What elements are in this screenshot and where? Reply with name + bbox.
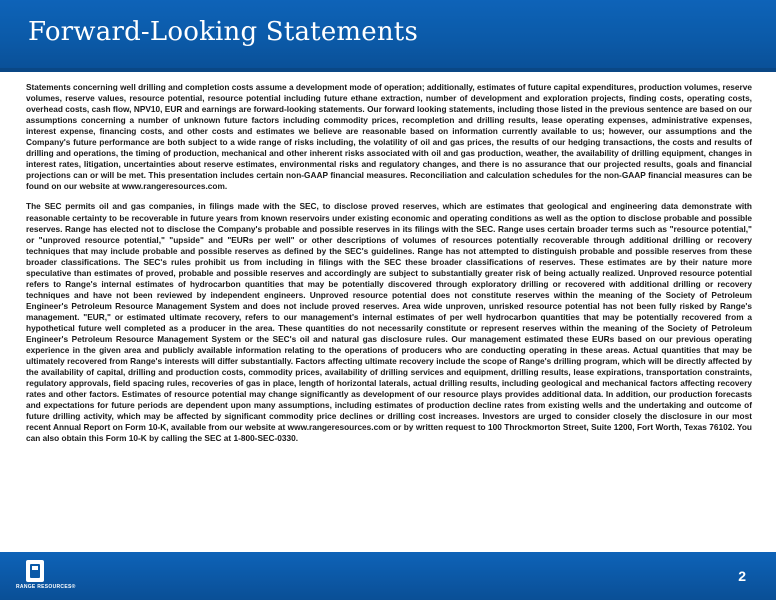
range-resources-logo — [16, 560, 80, 594]
slide-title: Forward-Looking Statements — [28, 17, 418, 47]
slide-body — [26, 82, 752, 445]
footer-bar — [0, 552, 776, 600]
range-resources-logo-icon — [26, 560, 44, 582]
forward-looking-paragraph: Statements concerning well drilling and completion costs assume a development mode of operation; additionally, estimates of future capital expenditures, production volumes, reserve volumes, reserve values, resource potential, resource potential including future ethane extraction, number of development and exploration projects, finding costs, operating costs, overhead costs, cash flow, NPV10, EUR and earnings are forward-looking statements. Our forward looking statements, including those listed in the previous sentence are based on our assumptions concerning a number of unknown future factors including commodity prices, recompletion and drilling results, lease operating expenses, administrative expenses, interest expense, financing costs, and other costs and estimates we believe are reasonable based on information currently available to us; however, our assumptions and the Company's future performance are both subject to a wide range of risks including, the volatility of oil and gas prices, the results of our hedging transactions, the costs and results of drilling and operations, the timing of production, mechanical and other inherent risks associated with oil and gas production, weather, the availability of drilling equipment, changes in interest rates, litigation, uncertainties about reserve estimates, environmental risks and regulatory changes, and there is no assurance that our projected results, goals and financial projections can or will be met. This presentation includes certain non-GAAP financial measures. Reconciliation and calculation schedules for the non-GAAP financial measures can be found on our website at www.rangeresources.com. — [26, 82, 752, 192]
title-bar — [0, 0, 776, 72]
sec-disclosure-paragraph: The SEC permits oil and gas companies, in filings made with the SEC, to disclose proved reserves, which are estimates that geological and engineering data demonstrate with reasonable certainty to be recoverable in future years from known reservoirs under existing economic and operating conditions as well as the option to disclose probable and possible reserves. Range has elected not to disclose the Company's probable and possible reserves in its filings with the SEC. Range uses certain broader terms such as "resource potential," or "unproved resource potential," "upside" and "EURs per well" or other descriptions of volumes of resources potentially recoverable through additional drilling or recovery techniques that may include probable and possible reserves as defined by the SEC's guidelines. Range has not attempted to distinguish probable and possible reserves from these broader classifications. The SEC's rules prohibit us from including in filings with the SEC these broader classifications of reserves. These estimates are by their nature more speculative than estimates of proved, probable and possible reserves and accordingly are subject to substantially greater risk of being actually realized. Unproved resource potential refers to Range's internal estimates of hydrocarbon quantities that may be potentially discovered through exploratory drilling or recovered with additional drilling or recovery techniques and have not been reviewed by independent engineers. Unproved resource potential does not constitute reserves within the meaning of the Society of Petroleum Engineer's Petroleum Resource Management System and does not include proved reserves. Area wide unproven, unrisked resource potential has not been fully risked by Range's management. "EUR," or estimated ultimate recovery, refers to our management's internal estimates of per well hydrocarbon quantities that may be potentially recovered from a hypothetical future well completed as a producer in the area. These quantities do not necessarily constitute or represent reserves within the meaning of the Society of Petroleum Engineer's Petroleum Resource Management System or the SEC's oil and natural gas disclosure rules. Our management estimated these EURs based on our previous operating experience in the given area and publicly available information relating to the operations of producers who are conducting operating in these areas. Actual quantities that may be ultimately recovered from Range's interests will differ substantially. Factors affecting ultimate recovery include the scope of Range's drilling program, which will be directly affected by the availability of capital, drilling and production costs, commodity prices, availability of drilling services and equipment, drilling results, lease expirations, transportation constraints, regulatory approvals, field spacing rules, recoveries of gas in place, length of horizontal laterals, actual drilling results, including geological and mechanical factors affecting recovery rates and other factors. Estimates of resource potential may change significantly as development of our resource plays provides additional data. In addition, our production forecasts and expectations for future periods are dependent upon many assumptions, including estimates of production decline rates from existing wells and the undertaking and outcome of future drilling activity, which may be affected by significant commodity price declines or drilling cost increases. Investors are urged to consider closely the disclosure in our most recent Annual Report on Form 10-K, available from our website at www.rangeresources.com or by written request to 100 Throckmorton Street, Suite 1200, Fort Worth, Texas 76102. You can also obtain this Form 10-K by calling the SEC at 1-800-SEC-0330. — [26, 201, 752, 444]
page-number: 2 — [738, 568, 746, 584]
logo-text: RANGE RESOURCES® — [16, 584, 76, 590]
